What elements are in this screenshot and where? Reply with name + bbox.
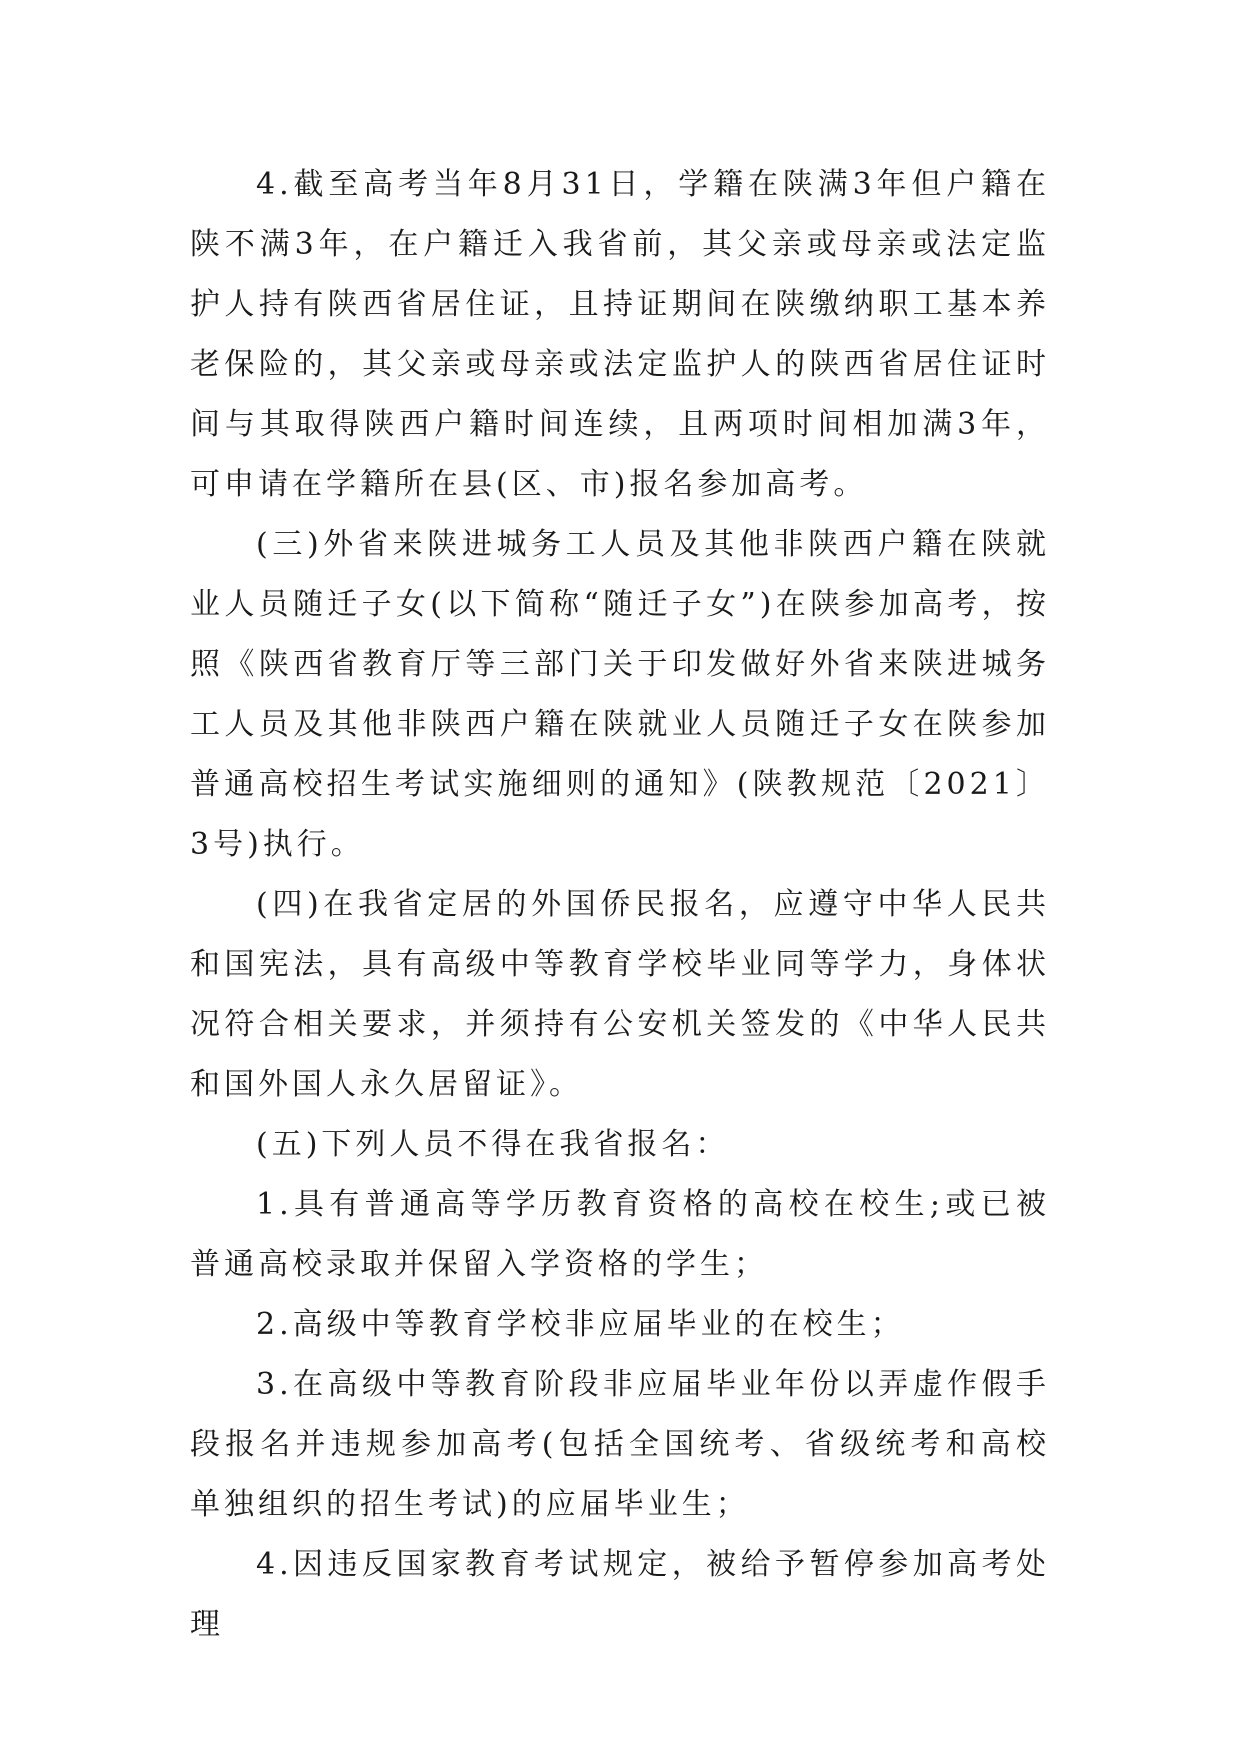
paragraph-ineligible-item-2: 2.高级中等教育学校非应届毕业的在校生； (256, 1307, 905, 1342)
paragraph-ineligible-item-4: 4.因违反国家教育考试规定，被给予暂停参加高考处理 (190, 1547, 1050, 1642)
paragraph-foreign-residents: (四)在我省定居的外国侨民报名，应遵守中华人民共和国宪法，具有高级中等教育学校毕业同等学力，身体状况符合相关要求，并须持有公安机关签发的《中华人民共和国外国人永久居留证》。 (190, 887, 1050, 1102)
paragraph-ineligible-heading: (五)下列人员不得在我省报名： (256, 1127, 730, 1162)
paragraph-ineligible-item-3: 3.在高级中等教育阶段非应届毕业年份以弄虚作假手段报名并违规参加高考(包括全国统考、省级统考和高校单独组织的招生考试)的应届毕业生； (190, 1367, 1050, 1522)
paragraph-item-4-household-registration: 4.截至高考当年8月31日，学籍在陕满3年但户籍在陕不满3年，在户籍迁入我省前，其父亲或母亲或法定监护人持有陕西省居住证，且持证期间在陕缴纳职工基本养老保险的，其父亲或母亲或法定监护人的陕西省居住证时间与其取得陕西户籍时间连续，且两项时间相加满3年，可申请在学籍所在县(区、市)报名参加高考。 (190, 167, 1050, 502)
paragraph-ineligible-item-1: 1.具有普通高等学历教育资格的高校在校生;或已被普通高校录取并保留入学资格的学生； (190, 1187, 1050, 1282)
paragraph-migrant-children: (三)外省来陕进城务工人员及其他非陕西户籍在陕就业人员随迁子女(以下简称“随迁子女”)在陕参加高考，按照《陕西省教育厅等三部门关于印发做好外省来陕进城务工人员及其他非陕西户籍在陕就业人员随迁子女在陕参加普通高校招生考试实施细则的通知》(陕教规范〔2021〕3号)执行。 (190, 527, 1050, 862)
